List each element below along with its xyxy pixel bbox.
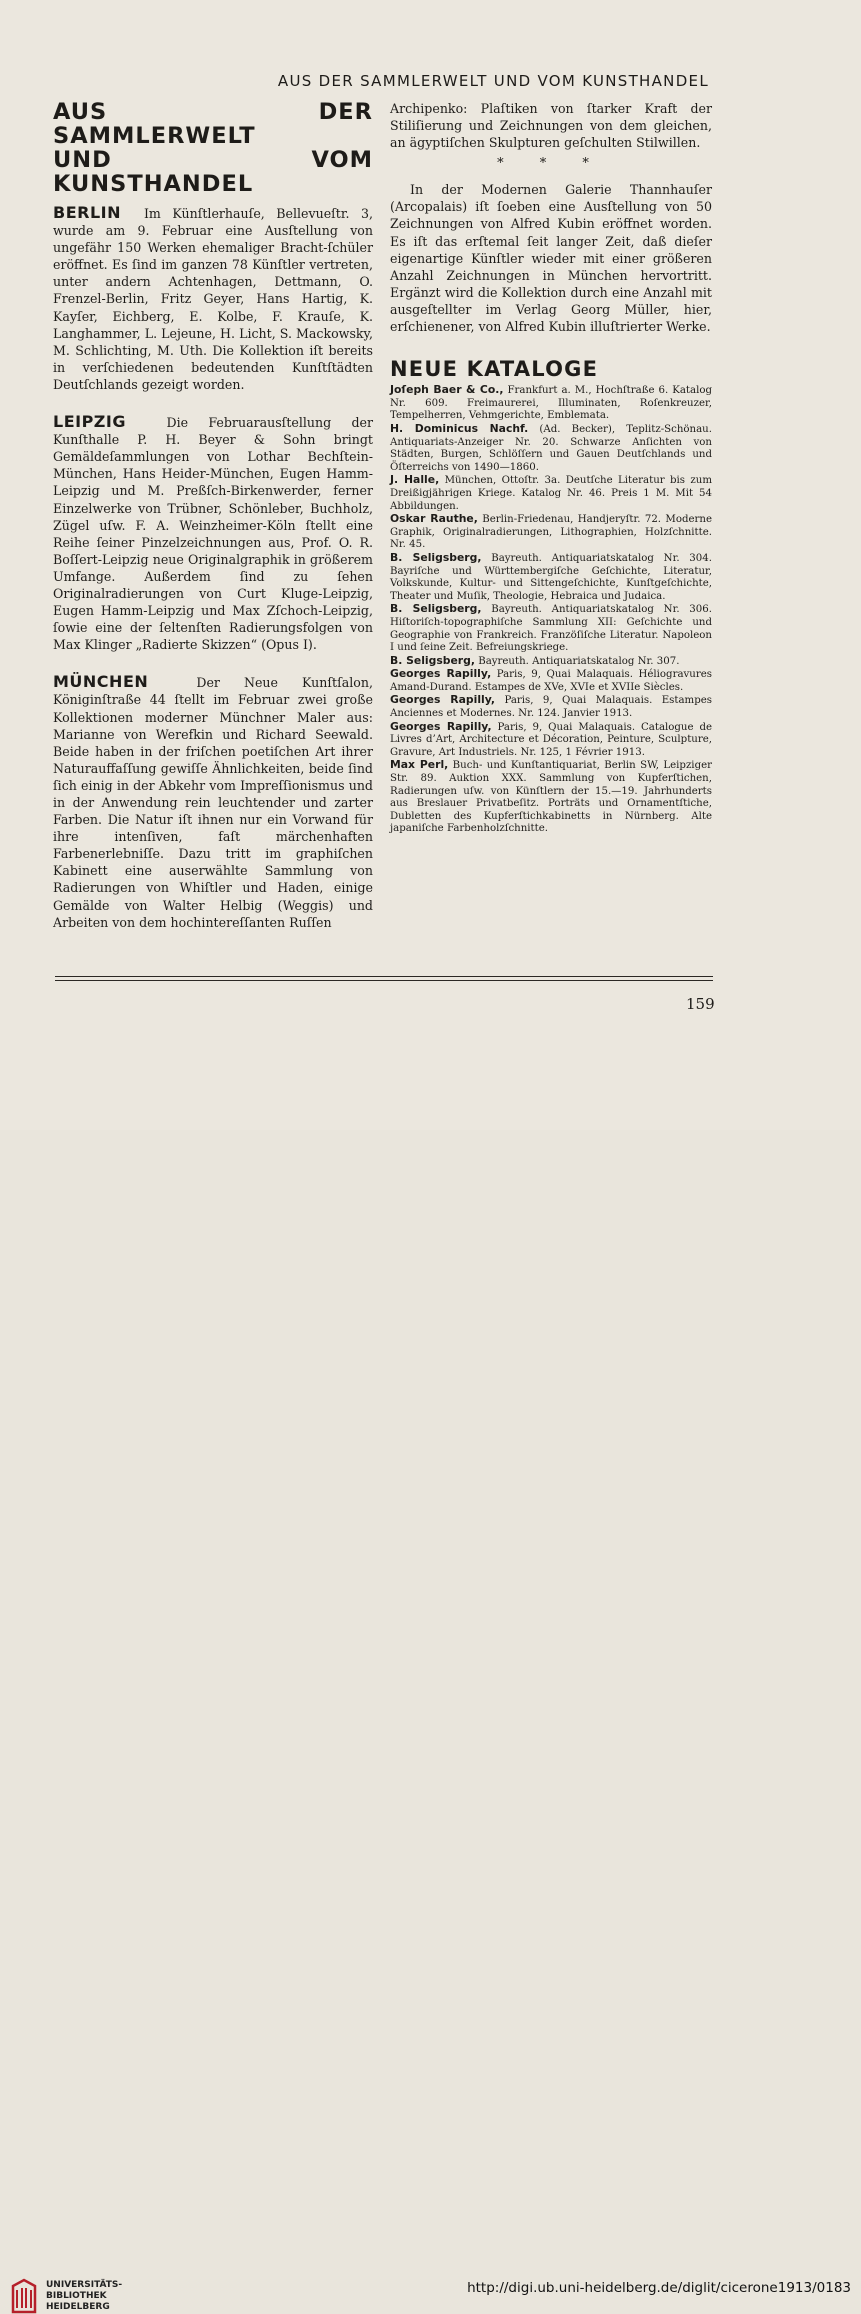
catalogue-dealer: Georges Rapilly,: [390, 667, 492, 681]
catalogue-entry: [390, 474, 712, 513]
university-library-logo-icon: [10, 2278, 38, 2314]
catalogue-entry: [390, 655, 712, 669]
catalogue-dealer: B. Seligsberg,: [390, 653, 475, 667]
library-name: [46, 2280, 122, 2313]
catalogue-text: Buch- und Kunſtantiquariat, Berlin SW, Leipziger Str. 89. Auktion XXX. Sammlung von Kupferſtichen, Radierungen uſw. von Künſtlern der 15.—19. Jahrhunderts aus Breslauer Privatbeſitz. Porträts und Ornamentſtiche, Dubletten des Kupferſtichkabinetts in Nürnberg. Alte japaniſche Farbenholzſchnitte.: [390, 760, 712, 835]
library-name-line1: UNIVERSITÄTS-: [46, 2280, 123, 2290]
catalogue-text: Paris, 9, Quai Malaquais. Héliogravures Amand-Durand. Estampes de XVe, XVIe et XVIIe Siècles.: [390, 669, 712, 693]
catalogue-entry: [390, 423, 712, 474]
catalogue-entry: [390, 603, 712, 654]
running-head: AUS DER SAMMLERWELT UND VOM KUNSTHANDEL: [277, 72, 709, 90]
document-page: [0, 0, 861, 1130]
catalogue-list: [390, 384, 712, 836]
catalogue-dealer: B. Seligsberg,: [390, 550, 482, 564]
kataloge-heading: NEUE KATALOGE: [390, 357, 599, 382]
city-heading-berlin: BERLIN: [53, 203, 121, 222]
catalogue-text: Frankfurt a. M., Hochſtraße 6. Katalog Nr. 609. Freimaurerei, Illuminaten, Roſenkreuzer, Tempelherren, Vehmgerichte, Emblemata.: [390, 385, 712, 422]
catalogue-dealer: Georges Rapilly,: [390, 719, 492, 733]
section-separator-stars: * * *: [497, 156, 605, 172]
city-heading-leipzig: LEIPZIG: [53, 412, 126, 432]
catalogue-entry: [390, 513, 712, 552]
catalogue-text: Paris, 9, Quai Malaquais. Estampes Anciennes et Modernes. Nr. 124. Janvier 1913.: [390, 695, 712, 720]
catalogue-dealer: B. Seligsberg,: [390, 602, 482, 616]
catalogue-entry: [390, 694, 712, 720]
catalogue-dealer: H. Dominicus Nachf.: [390, 422, 529, 435]
left-column: [53, 100, 373, 951]
catalogue-text: (Ad. Becker), Teplitz-Schönau. Antiquariats-Anzeiger Nr. 20. Schwarze Anſichten von Städten, Burgen, Schlöſſern und Gauen Deutſchlands und Öſterreichs von 1490—1860.: [390, 424, 712, 473]
source-url-link[interactable]: http://digi.ub.uni-heidelberg.de/diglit/cicerone1913/0183: [467, 2280, 851, 2296]
digitization-footer: [0, 1130, 861, 2312]
section-berlin: [53, 204, 373, 393]
catalogue-text: Bayreuth. Antiquariatskatalog Nr. 304. Bayriſche und Württembergiſche Geſchichte, Literatur, Volkskunde, Kultur- und Sittengeſchichte, Kunſtgeſchichte, Theater und Muſik, Theologie, Hebraica und Judaica.: [390, 552, 712, 602]
catalogue-entry: [390, 721, 712, 760]
catalogue-dealer: J. Halle,: [390, 473, 440, 487]
muenchen-text: Der Neue Kunſtſalon, Königinſtraße 44 ſtellt im Februar zwei große Kollektionen moderner Münchner Maler aus: Marianne von Werefkin und Richard Seewald. Beide haben in der friſchen poetiſchen Art ihrer Naturauffaſſung gewiſſe Ähnlichkeiten, beide ſind ſich einig in der Abkehr vom Impreſſionismus und in der Anwendung rein leuchtender und zarter Farben. Die Natur iſt ihnen nur ein Vorwand für ihre intenſiven, faſt märchenhaften Farbenerlebniſſe. Dazu tritt im graphiſchen Kabinett eine auserwählte Sammlung von Radierungen von Whiſtler und Haden, einige Gemälde von Walter Helbig (Weggis) und Arbeiten von dem hochintereſſanten Ruſſen: [53, 675, 373, 930]
footer-rule-bottom: [55, 980, 713, 981]
catalogue-dealer: Max Perl,: [390, 758, 449, 772]
catalogue-dealer: Oskar Rauthe,: [390, 512, 478, 526]
section-leipzig: [53, 413, 373, 653]
right-column: [390, 100, 712, 836]
berlin-text: Im Künſtlerhauſe, Bellevueſtr. 3, wurde am 9. Februar eine Ausſtellung von ungefähr 150 Werken ehemaliger Bracht-ſchüler eröffnet. Es ſind im ganzen 78 Künſtler vertreten, unter andern Achtenhagen, Dettmann, O. Frenzel-Berlin, Fritz Geyer, Hans Hartig, K. Kayſer, Eichberg, E. Kolbe, F. Krauſe, K. Langhammer, L. Lejeune, H. Licht, S. Mackowsky, M. Schlichting, M. Uth. Die Kollektion iſt bereits in verſchiedenen bedeutenden Kunſtſtädten Deutſchlands gezeigt worden.: [53, 206, 373, 392]
footer-rule-top: [55, 976, 713, 977]
catalogue-entry: [390, 759, 712, 836]
catalogue-dealer: Georges Rapilly,: [390, 693, 496, 707]
library-name-line2: BIBLIOTHEK: [46, 2291, 107, 2301]
catalogue-entry: [390, 384, 712, 423]
catalogue-text: Bayreuth. Antiquariatskatalog Nr. 307.: [478, 655, 680, 667]
section-muenchen: [53, 673, 373, 930]
catalogue-entry: [390, 552, 712, 603]
archipenko-paragraph: Archipenko: Plaſtiken von ſtarker Kraft der Stiliſierung und Zeichnungen von dem gleichen, an ägyptiſchen Skulpturen geſchulten Stilwillen.: [390, 101, 712, 151]
catalogue-entry: [390, 668, 712, 694]
leipzig-text: Die Februarausſtellung der Kunſthalle P. H. Beyer & Sohn bringt Gemäldeſammlungen von Lothar Bechſtein-München, Hans Heider-München, Eugen Hamm-Leipzig und M. Preßſch-Birkenwerder, ferner Einzelwerke von Trübner, Schönleber, Buchholz, Zügel uſw. F. A. Weinzheimer-Köln ſtellt eine Reihe ſeiner Pinzelzeichnungen aus, Prof. O. R. Boſſert-Leipzig neue Originalgraphik in größerem Umfange. Außerdem ſind zu ſehen Originalradierungen von Curt Kluge-Leipzig, Eugen Hamm-Leipzig und Max Zſchoch-Leipzig, ſowie eine der ſeltenſten Radierungsfolgen von Max Klinger „Radierte Skizzen“ (Opus I).: [53, 415, 373, 653]
library-name-line3: HEIDELBERG: [46, 2302, 110, 2312]
catalogue-dealer: Joſeph Baer & Co.,: [390, 383, 504, 397]
main-heading-line1: AUS DER SAMMLERWELT: [53, 99, 373, 149]
catalogue-text: Bayreuth. Antiquariatskatalog Nr. 306. Hiſtoriſch-topographiſche Sammlung XII: Geſchichte und Geographie von Frankreich. Franzöſiſche Literatur. Napoleon I und ſeine Zeit. Befreiungskriege.: [390, 604, 712, 654]
main-heading: [53, 100, 373, 196]
thannhauser-paragraph: In der Modernen Galerie Thannhauſer (Arcopalais) iſt ſoeben eine Ausſtellung von 50 Zeichnungen von Alfred Kubin eröffnet worden. Es iſt das erſtemal ſeit langer Zeit, daß dieſer eigenartige Künſtler wieder mit einer größeren Anzahl Zeichnungen in München hervortritt. Ergänzt wird die Kollektion durch eine Anzahl mit ausgeſtellter im Verlag Georg Müller, hier, erſchienener, von Alfred Kubin illuſtrierter Werke.: [390, 182, 712, 335]
page-number: 159: [686, 995, 715, 1013]
main-heading-line2: UND VOM KUNSTHANDEL: [53, 147, 373, 197]
catalogue-text: München, Ottoſtr. 3a. Deutſche Literatur bis zum Dreißigjährigen Kriege. Katalog Nr. 46. Preis 1 M. Mit 54 Abbildungen.: [390, 475, 712, 512]
catalogue-text: Berlin-Friedenau, Handjeryſtr. 72. Moderne Graphik, Originalradierungen, Lithographien, Holzſchnitte. Nr. 45.: [390, 514, 712, 551]
catalogue-text: Paris, 9, Quai Malaquais. Catalogue de Livres d’Art, Architecture et Décoration, Peinture, Sculpture, Gravure, Art Industriels. Nr. 125, 1 Février 1913.: [390, 721, 712, 758]
city-heading-muenchen: MÜNCHEN: [53, 672, 149, 692]
